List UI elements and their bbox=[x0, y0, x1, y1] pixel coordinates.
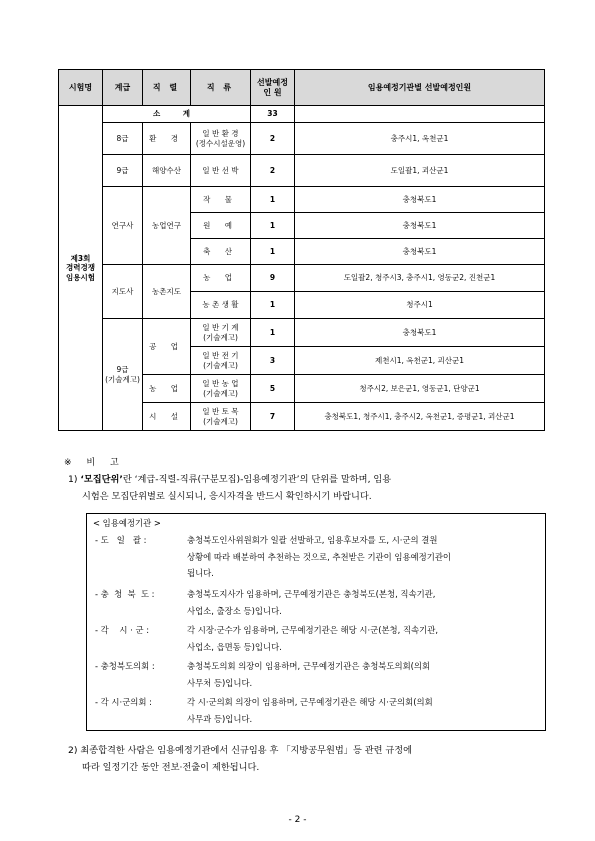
count-cell: 5 bbox=[251, 375, 295, 403]
agency-cell: 청주시2, 보은군1, 영동군1, 단양군1 bbox=[295, 375, 545, 403]
kind-cell: 농 촌 생 활 bbox=[191, 292, 251, 319]
subtotal-value: 33 bbox=[251, 106, 295, 123]
recruitment-table bbox=[58, 69, 545, 431]
header-exam: 시험명 bbox=[59, 70, 103, 106]
note-bold-term: ‘모집단위’ bbox=[80, 474, 123, 485]
kind-cell: 일 반 토 목 (기술계고) bbox=[191, 403, 251, 431]
grade-cell: 9급 (기술계고) bbox=[103, 319, 143, 431]
table-row bbox=[59, 123, 545, 155]
kind-cell: 축 산 bbox=[191, 239, 251, 265]
kind-cell: 농 업 bbox=[191, 265, 251, 292]
count-cell: 3 bbox=[251, 347, 295, 375]
kind-cell: 원 예 bbox=[191, 213, 251, 239]
agency-cell: 충주시1, 옥천군1 bbox=[295, 123, 545, 155]
series-cell: 공 업 bbox=[143, 319, 191, 375]
agency-cell: 도일괄1, 괴산군1 bbox=[295, 155, 545, 187]
grade-cell: 연구사 bbox=[103, 187, 143, 265]
kind-cell: 일 반 전 기 (기술계고) bbox=[191, 347, 251, 375]
agency-entry: - 각 시 · 군 : 각 시장·군수가 임용하며, 근무예정기관은 해당 시·군(본청, 직속기관, 사업소, 읍면동 등)입니다. bbox=[95, 625, 438, 652]
agency-cell: 충청북도1 bbox=[295, 213, 545, 239]
table-row bbox=[59, 187, 545, 213]
count-cell: 1 bbox=[251, 239, 295, 265]
agency-entry: - 도 일 괄 : 충청북도인사위원회가 일괄 선발하고, 임용후보자를 도, 시·군의 결원 상황에 따라 배분하여 추천하는 것으로, 추천받은 기관이 임용예정기관이 됩니다. bbox=[95, 535, 452, 578]
agency-entry: - 충청북도의회 : 충청북도의회 의장이 임용하며, 근무예정기관은 충청북도의회(의회 사무처 등)입니다. bbox=[95, 661, 431, 688]
subtotal-label: 소 계 bbox=[103, 106, 251, 123]
note-paragraph-1: 1) ‘모집단위’란 ‘계급-직렬-직류(구분모집)-임용예정기관’의 단위를 말하며, 임용 시험은 모집단위별로 실시되니, 응시자격을 반드시 확인하시기 바랍니다. bbox=[68, 474, 392, 502]
exam-name-cell: 제3회 경력경쟁 임용시험 bbox=[59, 106, 103, 431]
agency-cell: 도일괄2, 청주시3, 충주시1, 영동군2, 진천군1 bbox=[295, 265, 545, 292]
notes-heading: ※ 비 고 bbox=[64, 458, 125, 468]
count-cell: 1 bbox=[251, 187, 295, 213]
subtotal-row bbox=[59, 106, 545, 123]
agency-cell: 충청북도1 bbox=[295, 187, 545, 213]
table-header-row bbox=[59, 70, 545, 106]
header-series: 직 렬 bbox=[143, 70, 191, 106]
series-cell: 농촌지도 bbox=[143, 265, 191, 319]
kind-cell: 일 반 기 계 (기술계고) bbox=[191, 319, 251, 347]
box-title: < 임용예정기관 > bbox=[93, 518, 161, 528]
kind-cell: 일 반 농 업 (기술계고) bbox=[191, 375, 251, 403]
table-row bbox=[59, 319, 545, 347]
count-cell: 9 bbox=[251, 265, 295, 292]
count-cell: 1 bbox=[251, 319, 295, 347]
count-cell: 1 bbox=[251, 292, 295, 319]
agency-cell: 청주시1 bbox=[295, 292, 545, 319]
agency-cell: 제천시1, 옥천군1, 괴산군1 bbox=[295, 347, 545, 375]
agency-cell: 충청북도1 bbox=[295, 319, 545, 347]
grade-cell: 지도사 bbox=[103, 265, 143, 319]
count-cell: 7 bbox=[251, 403, 295, 431]
table-row bbox=[59, 265, 545, 292]
count-cell: 2 bbox=[251, 155, 295, 187]
page-number: - 2 - bbox=[288, 815, 307, 825]
grade-cell: 9급 bbox=[103, 155, 143, 187]
kind-cell: 일 반 선 박 bbox=[191, 155, 251, 187]
note-paragraph-2: 2) 최종합격한 사람은 임용예정기관에서 신규임용 후 「지방공무원법」등 관련 규정에 따라 일정기간 동안 전보·전출이 제한됩니다. bbox=[68, 745, 413, 773]
kind-cell: 작 물 bbox=[191, 187, 251, 213]
agency-entry: - 각 시·군의회 : 각 시·군의회 의장이 임용하며, 근무예정기관은 해당 시·군의회(의회 사무과 등)입니다. bbox=[95, 697, 433, 724]
agency-info-box bbox=[86, 513, 546, 731]
kind-cell: 일 반 환 경 (정수시설운영) bbox=[191, 123, 251, 155]
series-cell: 환 경 bbox=[143, 123, 191, 155]
series-cell: 시 설 bbox=[143, 403, 191, 431]
series-cell: 해양수산 bbox=[143, 155, 191, 187]
header-grade: 계급 bbox=[103, 70, 143, 106]
header-count: 선발예정 인 원 bbox=[251, 70, 295, 106]
agency-cell: 충청북도1, 청주시1, 충주시2, 옥천군1, 증평군1, 괴산군1 bbox=[295, 403, 545, 431]
series-cell: 농업연구 bbox=[143, 187, 191, 265]
grade-cell: 8급 bbox=[103, 123, 143, 155]
count-cell: 2 bbox=[251, 123, 295, 155]
count-cell: 1 bbox=[251, 213, 295, 239]
table-row bbox=[59, 155, 545, 187]
series-cell: 농 업 bbox=[143, 375, 191, 403]
agency-entry: - 충 청 북 도 : 충청북도지사가 임용하며, 근무예정기관은 충청북도(본청, 직속기관, 사업소, 출장소 등)입니다. bbox=[95, 589, 436, 616]
header-kind: 직 류 bbox=[191, 70, 251, 106]
header-agency: 임용예정기관별 선발예정인원 bbox=[295, 70, 545, 106]
agency-cell: 충청북도1 bbox=[295, 239, 545, 265]
